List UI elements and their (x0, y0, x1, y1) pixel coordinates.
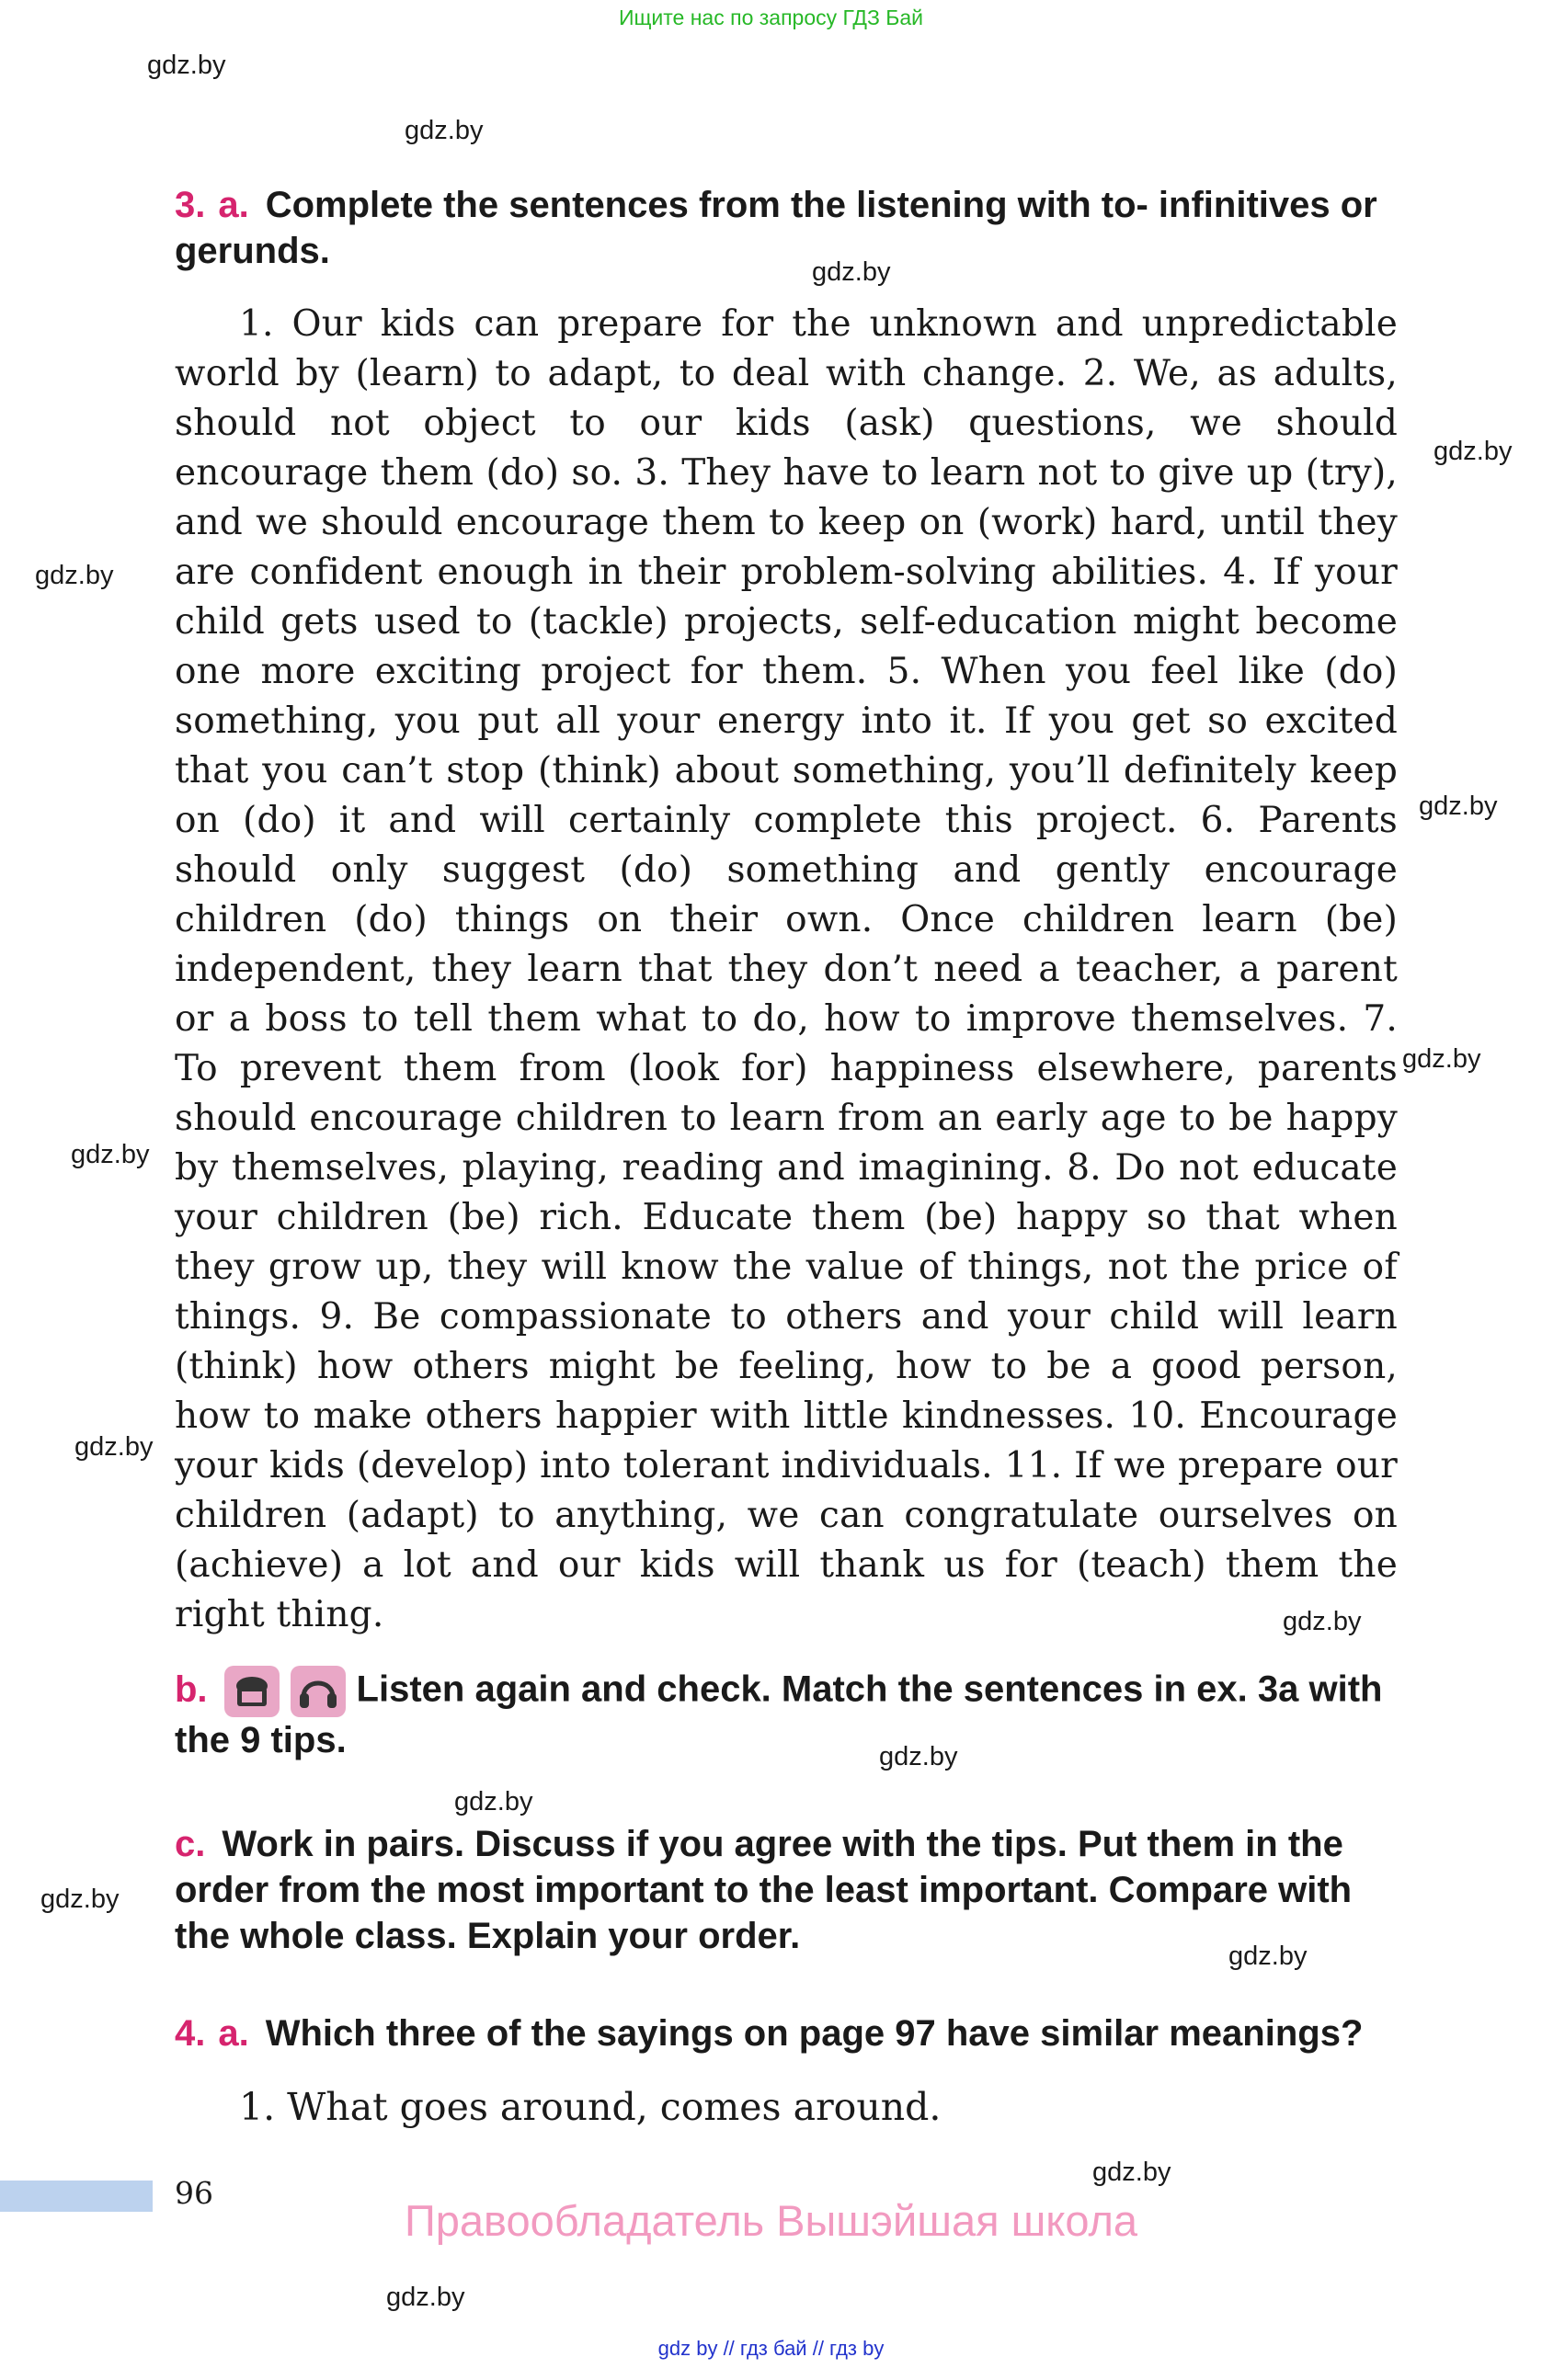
watermark: gdz.by (454, 1787, 533, 1816)
exercise-letter: a. (218, 2013, 249, 2054)
watermark: gdz.by (1402, 1044, 1481, 1074)
watermark: gdz.by (40, 1885, 120, 1914)
exercise-letter: a. (218, 185, 249, 225)
watermark: gdz.by (386, 2283, 465, 2312)
exercise-number: 3. (175, 185, 206, 225)
exercise-3a-heading (175, 182, 1398, 274)
page-number: 96 (175, 2175, 213, 2211)
watermark: gdz.by (405, 116, 484, 145)
exercise-3c-heading (175, 1821, 1398, 1959)
watermark: gdz.by (35, 561, 114, 590)
watermark: gdz.by (1419, 791, 1498, 821)
exercise-3a-text (175, 300, 1398, 1640)
watermark: gdz.by (71, 1140, 150, 1169)
top-banner[interactable]: Ищите нас по запросу ГДЗ Бай (618, 6, 924, 29)
watermark: gdz.by (1228, 1942, 1308, 1971)
watermark: gdz.by (1092, 2158, 1171, 2187)
bottom-links[interactable]: gdz by // гдз бай // гдз by (657, 2337, 885, 2360)
exercise-4a-heading (175, 2010, 1398, 2056)
exercise-letter: b. (175, 1668, 208, 1710)
watermark: gdz.by (1283, 1607, 1362, 1636)
headphones-icon (291, 1666, 346, 1717)
watermark: gdz.by (812, 257, 891, 287)
exercise-instruction: Work in pairs. Discuss if you agree with the tips. Put them in the order from the most important to the least important. Compare with the whole class. Explain your order. (175, 1824, 1353, 1956)
exercise-instruction: Complete the sentences from the listening with to- infinitives or gerunds. (175, 185, 1377, 271)
exercise-paragraph: 1. Our kids can prepare for the unknown and unpredictable world by (learn) to adapt, to deal with change. 2. We, as adults, should not object to our kids (ask) questions, we should encourage them (do) so. 3. They have to learn not to give up (try), and we should encourage them to keep on (work) hard, until they are confident enough in their problem-solving abilities. 4. If your child gets used to (tackle) projects, self-education might become one more exciting project for them. 5. When you feel like (do) something, you put all your energy into it. If you get so excited that you can’t stop (think) about something, you’ll definitely keep on (do) it and will certainly complete this project. 6. Parents should only suggest (do) something and gently encourage children (do) things on their own. Once children learn (be) independent, they learn that they don’t need a teacher, a parent or a boss to tell them what to do, how to improve themselves. 7. To prevent them from (look for) happiness elsewhere, parents should encourage children to learn from an early age to be happy by themselves, playing, reading and imagining. 8. Do not educate your children (be) rich. Educate them (be) happy so that when they grow up, they will know the value of things, not the price of things. 9. Be compassionate to others and your child will learn (think) how others might be feeling, how to be a good person, how to make others happier with little kindnesses. 10. Encourage your kids (develop) into tolerant individuals. 11. If we prepare our children (adapt) to anything, we can congratulate ourselves on (achieve) a lot and our kids will thank us for (teach) them the right thing. (175, 303, 1398, 1635)
watermark: gdz.by (147, 51, 226, 80)
exercise-number: 4. (175, 2013, 206, 2054)
watermark: gdz.by (879, 1742, 958, 1771)
exercise-3b-heading (175, 1666, 1398, 1763)
exercise-letter: c. (175, 1824, 206, 1864)
saying-item: 1. What goes around, comes around. (239, 2085, 942, 2129)
exercise-instruction: Listen again and check. Match the sentences in ex. 3a with the 9 tips. (175, 1668, 1383, 1760)
copyright-notice: Правообладатель Вышэйшая школа (404, 2196, 1138, 2245)
watermark: gdz.by (74, 1432, 154, 1462)
exercise-instruction: Which three of the sayings on page 97 have similar meanings? (265, 2013, 1364, 2054)
listening-device-icon (224, 1666, 280, 1717)
watermark: gdz.by (1433, 437, 1513, 466)
